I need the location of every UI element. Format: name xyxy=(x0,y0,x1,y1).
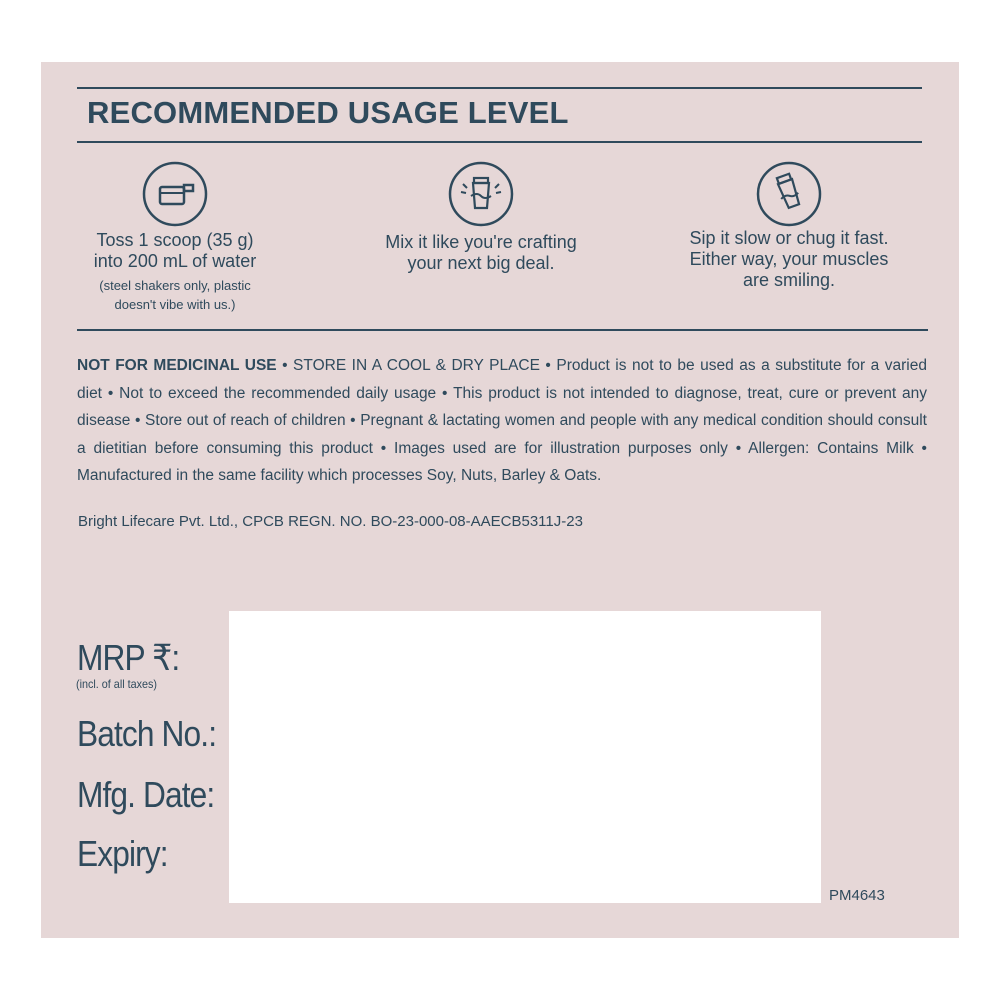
batch-label: Batch No.: xyxy=(77,713,217,754)
step-3-text: Sip it slow or chug it fast. Either way, your muscles are smiling. xyxy=(689,228,889,290)
print-area-box xyxy=(229,611,821,903)
usage-step-drink xyxy=(649,160,929,291)
steps-rule xyxy=(77,329,928,331)
shaker-icon xyxy=(447,160,515,228)
scoop-icon xyxy=(141,160,209,228)
disclaimer-rest: • STORE IN A COOL & DRY PLACE • Product is not to be used as a substitute for a varied diet • Not to exceed the recommended daily usage • This product is not intended to diagnose, treat, cure or prevent any disease • Store out of reach of children • Pregnant & lactating women and people with any medical condition should consult a dietitian before consuming this product • Images used are for illustration purposes only • Allergen: Contains Milk • Manufactured in the same facility which processes Soy, Nuts, Barley & Oats. xyxy=(77,357,927,484)
step-1-text: Toss 1 scoop (35 g) into 200 mL of water xyxy=(93,230,257,271)
mrp-note: (incl. of all taxes) xyxy=(76,677,158,691)
usage-step-scoop xyxy=(35,160,315,314)
mrp-label: MRP ₹: xyxy=(77,637,180,678)
drink-icon xyxy=(755,160,823,228)
expiry-label: Expiry: xyxy=(77,833,168,874)
usage-step-mix xyxy=(341,160,621,274)
disclaimer-bold: NOT FOR MEDICINAL USE xyxy=(77,357,277,374)
section-heading: RECOMMENDED USAGE LEVEL xyxy=(87,95,569,130)
step-2-text: Mix it like you're crafting your next big deal. xyxy=(385,232,577,273)
disclaimer-text xyxy=(77,352,927,490)
manufacturer-line: Bright Lifecare Pvt. Ltd., CPCB REGN. NO. BO-23-000-08-AAECB5311J-23 xyxy=(78,513,583,530)
product-code: PM4643 xyxy=(829,887,885,904)
mfg-date-label: Mfg. Date: xyxy=(77,774,215,815)
step-1-note: (steel shakers only, plastic doesn't vibe with us.) xyxy=(99,278,251,312)
heading-rule xyxy=(77,141,922,143)
top-rule xyxy=(77,87,922,89)
